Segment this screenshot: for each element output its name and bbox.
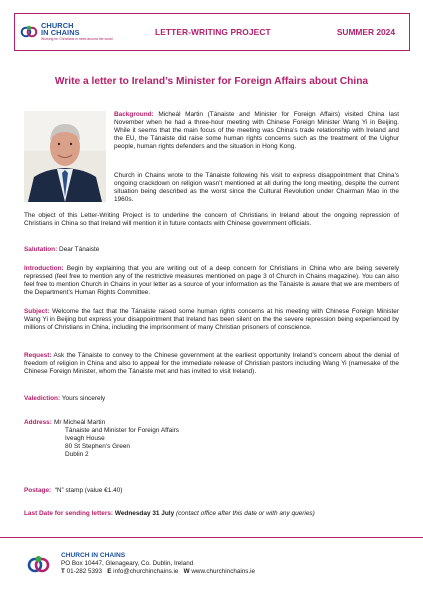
- introduction-text: Begin by explaining that you are writing out of a deep concern for Christians in China who are being severely repressed (feel free to mention any of the restrictive measures mentioned on page 3 of Church in Chains magazine). You can also feel free to mention Church in Chains in your letter as a source of your information as the Tánaiste is aware that we are members of the Department’s Human Rights Committee.: [24, 265, 399, 297]
- valediction-label: Valediction:: [24, 395, 61, 402]
- logo-line-1: CHURCH: [41, 21, 74, 30]
- salutation-text: Dear Tánaiste: [57, 246, 100, 253]
- footer-email-link[interactable]: info@churchinchains.ie: [111, 568, 179, 575]
- background-label: Background:: [114, 111, 154, 118]
- footer-divider: [0, 537, 423, 538]
- church-in-chains-logo: [15, 14, 125, 50]
- address-line: 80 St Stephen’s Green: [65, 443, 131, 451]
- footer-logo-icon: [26, 552, 51, 577]
- last-date-label: Last Date for sending letters:: [24, 510, 114, 517]
- project-title: LETTER-WRITING PROJECT: [155, 27, 271, 37]
- address-line: Tánaiste and Minister for Foreign Affairs: [65, 427, 180, 435]
- header-bar: [14, 13, 410, 51]
- edition-label: SUMMER 2024: [336, 27, 395, 37]
- valediction-text: Yours sincerely: [60, 395, 106, 402]
- address-line: Dublin 2: [65, 451, 89, 459]
- request-text: Ask the Tánaiste to convey to the Chinese government at the earliest opportunity Ireland’s concern about the denial of freedom of religion in China and also to appeal for the immediate release of Christian pastors including Wang Yi (namesake of the Chinese Foreign Minister, whom the Tánaiste met and has invited to visit Ireland).: [24, 352, 399, 376]
- footer: [26, 552, 255, 577]
- postage-label: Postage:: [24, 487, 52, 494]
- footer-web-link[interactable]: www.churchinchains.ie: [189, 568, 256, 575]
- footer-contacts: T 01-282 5393 E info@churchinchains.ie W www.churchinchains.ie: [61, 568, 256, 575]
- last-date-value: Wednesday 31 July: [113, 510, 175, 517]
- page-title: Write a letter to Ireland’s Minister for Foreign Affairs about China: [54, 76, 369, 87]
- valediction-line: [24, 395, 399, 403]
- object-paragraph: The object of this Letter-Writing Project is to underline the concern of Christians in Ireland about the ongoing repression of Christians in China so that Ireland will mention it in future contacts with Chinese government officials.: [24, 212, 399, 228]
- last-date-line: [24, 510, 399, 518]
- background-paragraph: [114, 111, 399, 151]
- salutation-label: Salutation:: [24, 246, 58, 253]
- logo-tagline: Working for Christians in need around the world: [41, 37, 113, 41]
- introduction-paragraph: [24, 265, 399, 297]
- subject-text: Welcome the fact that the Tánaiste raised some human rights concerns at his meeting with Chinese Foreign Minister Wang Yi in Beijing but express your disappointment that Ireland has been silent on the the severe repression being experienced by millions of Christians in China, including the imprisonment of many Christian prisoners of conscience.: [24, 308, 399, 332]
- subject-label: Subject:: [24, 308, 50, 315]
- address-label: Address:: [24, 419, 52, 426]
- salutation-line: [24, 246, 399, 254]
- request-label: Request:: [24, 352, 52, 359]
- background-text: Micheál Martin (Tánaiste and Minister for Foreign Affairs) visited China last November when he had a three-hour meeting with Chinese Foreign Minister Wang Yi in Beijing. While it seems that the main focus of the meeting was China’s trade relationship with Ireland and the EU, the Tánaiste did raise some human rights concerns such as the treatment of the Uighur people, human rights defenders and the situation in Hong Kong.: [114, 111, 399, 151]
- portrait-photo: [24, 111, 106, 202]
- footer-org-name: CHURCH IN CHAINS: [61, 552, 126, 559]
- subject-paragraph: [24, 308, 399, 332]
- logo-line-2: IN CHAINS: [41, 28, 80, 37]
- chain-logo-icon: [20, 23, 38, 41]
- postage-line: [24, 487, 399, 495]
- introduction-label: Introduction:: [24, 265, 64, 272]
- last-date-note: (contact office after this date or with any queries): [174, 510, 315, 517]
- footer-phone[interactable]: 01-282 5393: [64, 568, 102, 575]
- request-paragraph: [24, 352, 399, 376]
- address-line: Iveagh House: [65, 435, 105, 443]
- postage-text: “N” stamp (value €1.40): [51, 487, 123, 494]
- footer-address: PO Box 10447, Glenageary, Co. Dublin, Ireland: [61, 560, 194, 567]
- address-block: [54, 419, 304, 459]
- address-line: Mr Micheál Martin: [54, 419, 106, 426]
- church-in-chains-paragraph: Church in Chains wrote to the Tánaiste following his visit to express disappointment that China’s ongoing crackdown on religion wasn’t mentioned at all during the long meeting, despite the current situation being described as the worst since the Cultural Revolution under Chairman Mao in the 1960s.: [114, 172, 399, 204]
